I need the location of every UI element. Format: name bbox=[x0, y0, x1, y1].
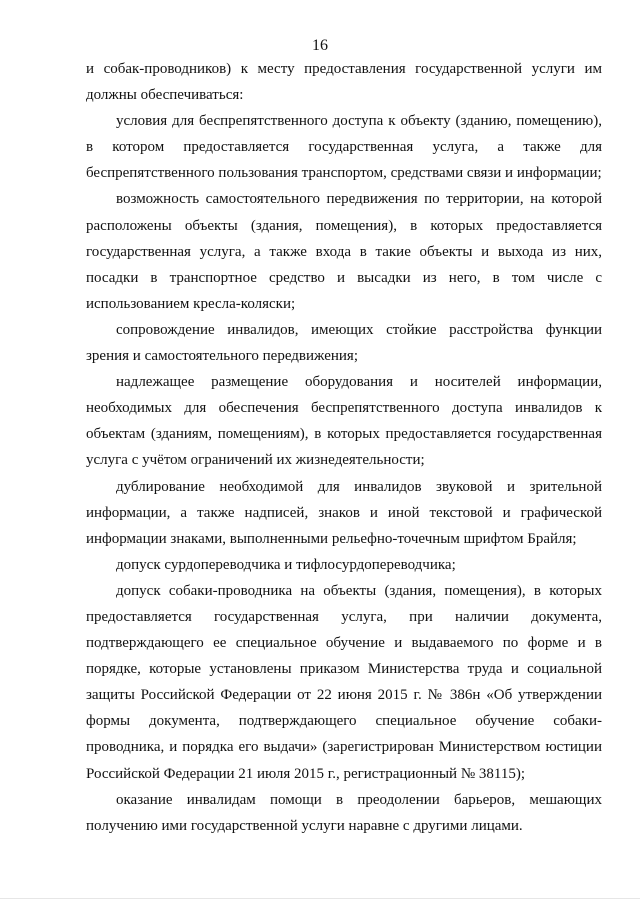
paragraph-sign-interpreter: допуск сурдопереводчика и тифлосурдопереводчика; bbox=[116, 556, 456, 573]
body-text bbox=[86, 56, 602, 839]
paragraph-independent-movement: возможность самостоятельного передвижения по территории, на которой расположены объекты (здания, помещения), в которых предоставляется государственная услуга, а также входа в такие объекты и выхода из них, посадки в транспортное средство и высадки из него, в том числе с использованием кресла-коляски; bbox=[86, 191, 602, 312]
paragraph-escort: сопровождение инвалидов, имеющих стойкие расстройства функции зрения и самостоятельного передвижения; bbox=[86, 321, 602, 365]
paragraph-continuation: и собак-проводников) к месту предоставления государственной услуги им должны обеспечиваться: bbox=[86, 61, 602, 104]
page-number: 16 bbox=[312, 37, 328, 54]
paragraph-assistance: оказание инвалидам помощи в преодолении барьеров, мешающих получению ими государственной услуги наравне с другими лицами. bbox=[86, 791, 602, 834]
paragraph-information-duplication: дублирование необходимой для инвалидов звуковой и зрительной информации, а также надписей, знаков и иной текстовой и графической информации знаками, выполненными рельефно-точечным шрифтом Брайля; bbox=[86, 478, 602, 547]
paragraph-equipment-placement: надлежащее размещение оборудования и носителей информации, необходимых для обеспечения беспрепятственного доступа инвалидов к объектам (зданиям, помещениям), в которых предоставляется государственная услуга с учётом ограничений их жизнедеятельности; bbox=[86, 374, 602, 469]
paragraph-barrier-free-access: условия для беспрепятственного доступа к объекту (зданию, помещению), в котором предоставляется государственная услуга, а также для беспрепятственного пользования транспортом, средствами связи и информации; bbox=[86, 113, 602, 182]
paragraph-guide-dog: допуск собаки-проводника на объекты (здания, помещения), в которых предоставляется государственная услуга, при наличии документа, подтверждающего ее специальное обучение и выдаваемого по форме и в порядке, которые установлены приказом Министерства труда и социальной защиты Российской Федерации от 22 июня 2015 г. № 386н «Об утверждении формы документа, подтверждающего специальное обучение собаки-проводника, и порядка его выдачи» (зарегистрирован Министерством юстиции Российской Федерации 21 июля 2015 г., регистрационный № 38115); bbox=[86, 582, 602, 782]
page-bottom-edge bbox=[0, 898, 640, 899]
